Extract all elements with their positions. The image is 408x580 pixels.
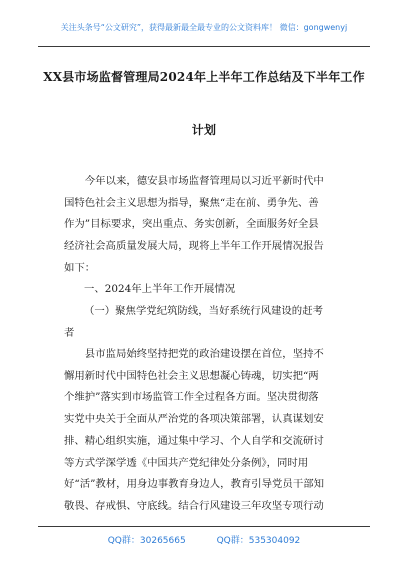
paragraph-line: 如下：	[64, 261, 96, 274]
header-divider	[38, 46, 370, 47]
paragraph-line: 懈用新时代中国特色社会主义思想凝心铸魂，切实把“两	[64, 369, 319, 382]
section-heading-1: 一、2024年上半年工作开展情况	[84, 283, 236, 295]
paragraph-line: 今年以来，德安县市场监督管理局以习近平新时代中	[64, 175, 324, 187]
paragraph-line: 敬畏、存戒惧、守底线。结合行风建设三年攻坚专项行动	[64, 499, 324, 512]
document-title-line-2: 计划	[191, 123, 217, 137]
qq-group-1: QQ群：30265665	[107, 536, 186, 546]
paragraph-line: 排、精心组织实施，通过集中学习、个人自学和交流研讨	[64, 434, 324, 447]
footer-contact	[0, 533, 408, 546]
document-title-line-1: XX县市场监督管理局2024年上半年工作总结及下半年工作	[43, 70, 365, 84]
footer-divider	[38, 526, 370, 527]
paragraph-line: 县市监局始终坚持把党的政治建设摆在首位，坚持不	[64, 348, 324, 360]
paragraph-line: 作为”目标要求，突出重点、务实创新，全面服务好全县	[64, 218, 319, 231]
header-banner: 关注头条号“公文研究”，获得最新最全最专业的公文资料库！ 微信：gongwenyj	[60, 23, 348, 32]
subsection-heading-1	[64, 301, 360, 344]
subheading-line: （一）聚焦学党纪筑防线，当好系统行风建设的赶考	[84, 305, 323, 317]
paragraph-line: 好“活”教材，用身边事教育身边人，教育引导党员干部知	[64, 478, 324, 491]
subheading-line: 者	[64, 326, 75, 339]
intro-paragraph	[64, 171, 360, 280]
paragraph-line: 个维护”落实到市场监管工作全过程各方面。坚决贯彻落	[64, 391, 319, 404]
paragraph-line: 实党中央关于全面从严治党的各项决策部署，认真谋划安	[64, 413, 324, 426]
paragraph-line: 国特色社会主义思想为指导，聚焦“走在前、勇争先、善	[64, 196, 319, 209]
body-paragraph	[64, 344, 360, 518]
qq-group-2: QQ群：535304092	[216, 536, 301, 546]
paragraph-line: 等方式学深学透《中国共产党纪律处分条例》，同时用	[64, 456, 309, 469]
paragraph-line: 经济社会高质量发展大局，现将上半年工作开展情况报告	[64, 240, 324, 253]
